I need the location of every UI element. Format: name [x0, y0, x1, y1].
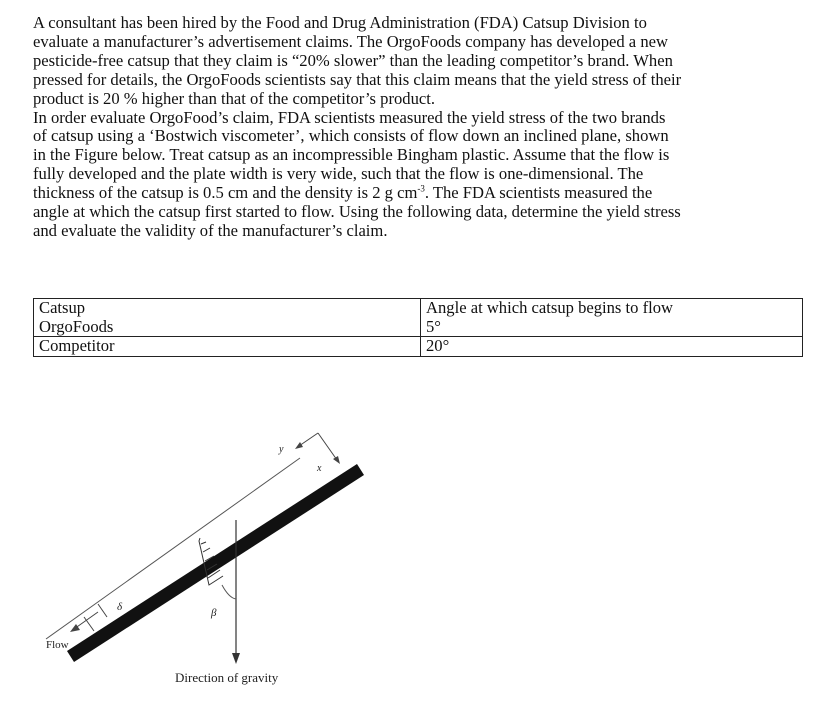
table-header-catsup: Catsup	[39, 298, 86, 317]
text-line: fully developed and the plate width is very wide, such that the flow is one-dimensional. The	[33, 164, 644, 184]
text-line: in the Figure below. Treat catsup as an incompressible Bingham plastic. Assume that the flow is	[33, 145, 670, 165]
text-line: In order evaluate OrgoFood’s claim, FDA scientists measured the yield stress of the two brands	[33, 107, 666, 127]
text-line: pesticide-free catsup that they claim is “20% slower” than the leading competitor’s brand. When	[33, 50, 673, 70]
density-text-end: . The FDA scientists measured the	[424, 183, 653, 203]
gravity-label: Direction of gravity	[175, 670, 279, 685]
table-cell-angle: 20°	[421, 337, 803, 357]
free-surface-line	[46, 458, 300, 639]
flow-label: Flow	[46, 639, 69, 651]
table-cell-brand: OrgoFoods	[39, 316, 114, 336]
profile-arrow	[203, 548, 210, 552]
density-text: thickness of the catsup is 0.5 cm and the density is 2 g cm	[33, 183, 418, 203]
table-cell-angle: 5°	[426, 316, 441, 336]
table-cell-brand: Competitor	[34, 337, 421, 357]
x-axis-arrow	[318, 433, 337, 460]
text-line: and evaluate the validity of the manufacturer’s claim.	[33, 220, 388, 240]
table-header-angle: Angle at which catsup begins to flow	[426, 298, 674, 317]
inclined-plate	[67, 464, 364, 662]
x-arrowhead	[333, 456, 340, 464]
delta-tick	[98, 604, 107, 617]
y-arrowhead	[295, 442, 303, 449]
text-line: A consultant has been hired by the Food and Drug Administration (FDA) Catsup Division to	[33, 13, 647, 32]
y-axis-arrow	[299, 433, 318, 446]
density-exponent: -3	[417, 183, 425, 194]
profile-arrow	[201, 542, 206, 544]
delta-tick	[84, 617, 94, 631]
text-line: pressed for details, the OrgoFoods scientists say that this claim means that the yield stress of their	[33, 69, 682, 89]
text-line: angle at which the catsup first started to flow. Using the following data, determine the yield stress	[33, 202, 681, 222]
delta-label: δ	[117, 601, 123, 613]
text-line: product is 20 % higher than that of the competitor’s product.	[33, 88, 436, 108]
text-line: evaluate a manufacturer’s advertisement claims. The OrgoFoods company has developed a new	[33, 31, 668, 51]
y-axis-label: y	[279, 444, 284, 455]
x-axis-label: x	[317, 463, 322, 474]
text-line: of catsup using a ‘Bostwich viscometer’, which consists of flow down an inclined plane, shown	[33, 126, 669, 146]
gravity-arrowhead	[232, 653, 240, 664]
beta-label: β	[211, 607, 217, 619]
beta-arc	[222, 585, 236, 599]
